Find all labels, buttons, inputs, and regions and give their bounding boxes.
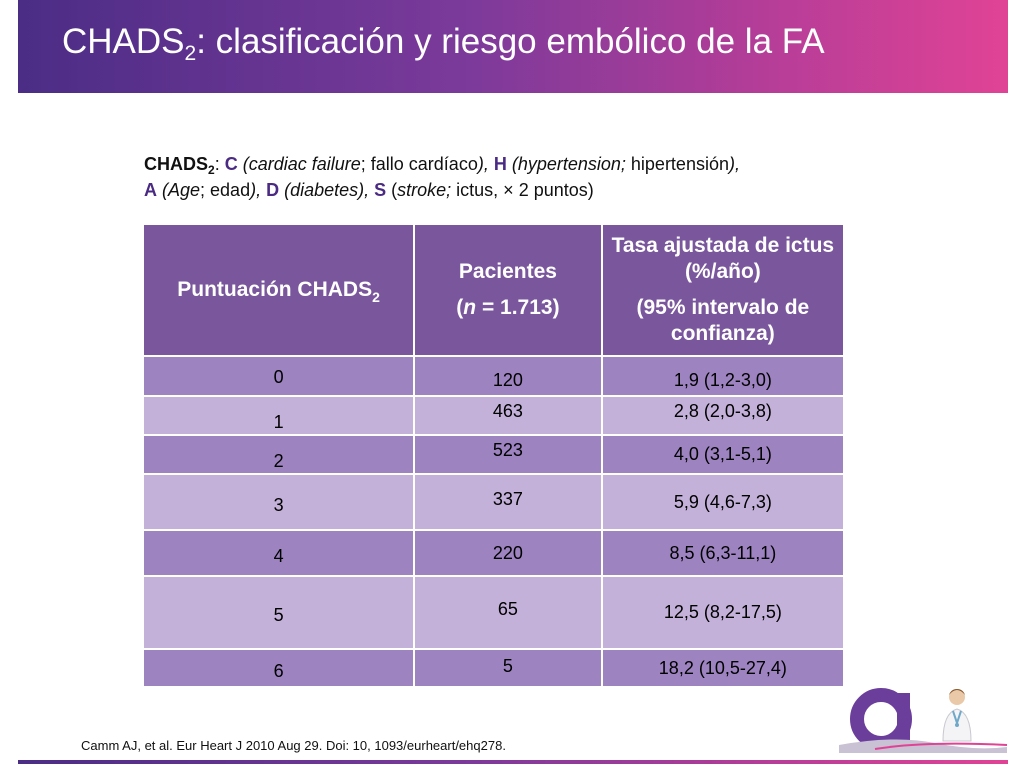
- table-row: [143, 576, 844, 649]
- c-spanish: ; fallo cardíaco: [360, 154, 478, 174]
- score-cell: 3: [143, 474, 414, 530]
- table-row: [143, 649, 844, 687]
- title-rest: : clasificación y riesgo embólico de la FA: [196, 22, 825, 61]
- letter-s: S: [374, 180, 387, 200]
- header-patients-n: (n = 1.713): [456, 296, 560, 319]
- chads2-risk-table: [142, 223, 845, 688]
- definition-lead-subscript: 2: [208, 163, 215, 177]
- table-header-row: [143, 224, 844, 356]
- doctor-figure-icon: [943, 689, 971, 741]
- table-row: [143, 530, 844, 576]
- letter-d: D: [266, 180, 280, 200]
- letter-c: C: [224, 154, 238, 174]
- a-english: (Age: [157, 180, 201, 200]
- title-subscript: 2: [184, 42, 197, 65]
- score-cell: 5: [143, 576, 414, 649]
- score-cell: 2: [143, 435, 414, 474]
- rate-cell: 18,2 (10,5-27,4): [602, 649, 844, 687]
- header-score: [143, 224, 414, 356]
- definition-lead: CHADS: [144, 154, 209, 174]
- table-row: [143, 435, 844, 474]
- header-rate-ci: (95% intervalo de confianza): [636, 296, 810, 345]
- score-cell: 1: [143, 396, 414, 435]
- rate-cell: 5,9 (4,6-7,3): [602, 474, 844, 530]
- c-english: (cardiac failure: [237, 154, 361, 174]
- rate-cell: 8,5 (6,3-11,1): [602, 530, 844, 576]
- letter-a: A: [144, 180, 157, 200]
- patients-cell: 65: [414, 576, 602, 649]
- patients-cell: 5: [414, 649, 602, 687]
- d-english: (diabetes),: [279, 180, 375, 200]
- footer-bar: [18, 760, 1008, 764]
- chads2-definition: [144, 151, 874, 203]
- header-score-label: Puntuación CHADS: [177, 278, 373, 301]
- logo-swoosh: [839, 739, 1007, 753]
- s-open: (: [386, 180, 398, 200]
- title-main: CHADS: [62, 22, 185, 61]
- score-cell: 4: [143, 530, 414, 576]
- h-spanish: hipertensión: [625, 154, 729, 174]
- logo-letter-a: [857, 693, 910, 743]
- header-patients-label: Pacientes: [458, 260, 557, 283]
- rate-cell: 4,0 (3,1-5,1): [602, 435, 844, 474]
- patients-cell: 220: [414, 530, 602, 576]
- definition-colon: :: [214, 154, 225, 174]
- header-rate-label: Tasa ajustada de ictus (%/año): [611, 234, 835, 283]
- header-rate: [602, 224, 844, 356]
- table-row: [143, 356, 844, 396]
- h-english: (hypertension;: [506, 154, 626, 174]
- rate-cell: 2,8 (2,0-3,8): [602, 396, 844, 435]
- a-close: ),: [250, 180, 267, 200]
- letter-h: H: [493, 154, 507, 174]
- patients-cell: 337: [414, 474, 602, 530]
- brand-logo: [835, 683, 1010, 753]
- s-spanish: ictus, × 2 puntos): [451, 180, 594, 200]
- citation-reference: Camm AJ, et al. Eur Heart J 2010 Aug 29. Doi: 10, 1093/eurheart/ehq278.: [81, 738, 506, 753]
- table-row: [143, 474, 844, 530]
- score-cell: 6: [143, 649, 414, 687]
- c-close: ),: [477, 154, 494, 174]
- patients-cell: 463: [414, 396, 602, 435]
- table-row: [143, 396, 844, 435]
- score-cell: 0: [143, 356, 414, 396]
- header-patients: [414, 224, 602, 356]
- rate-cell: 12,5 (8,2-17,5): [602, 576, 844, 649]
- h-close: ),: [728, 154, 740, 174]
- patients-cell: 120: [414, 356, 602, 396]
- header-score-subscript: 2: [372, 289, 380, 305]
- patients-cell: 523: [414, 435, 602, 474]
- a-spanish: ; edad: [200, 180, 251, 200]
- slide-title: [62, 22, 825, 65]
- s-english: stroke;: [397, 180, 452, 200]
- title-banner: [18, 0, 1008, 93]
- rate-cell: 1,9 (1,2-3,0): [602, 356, 844, 396]
